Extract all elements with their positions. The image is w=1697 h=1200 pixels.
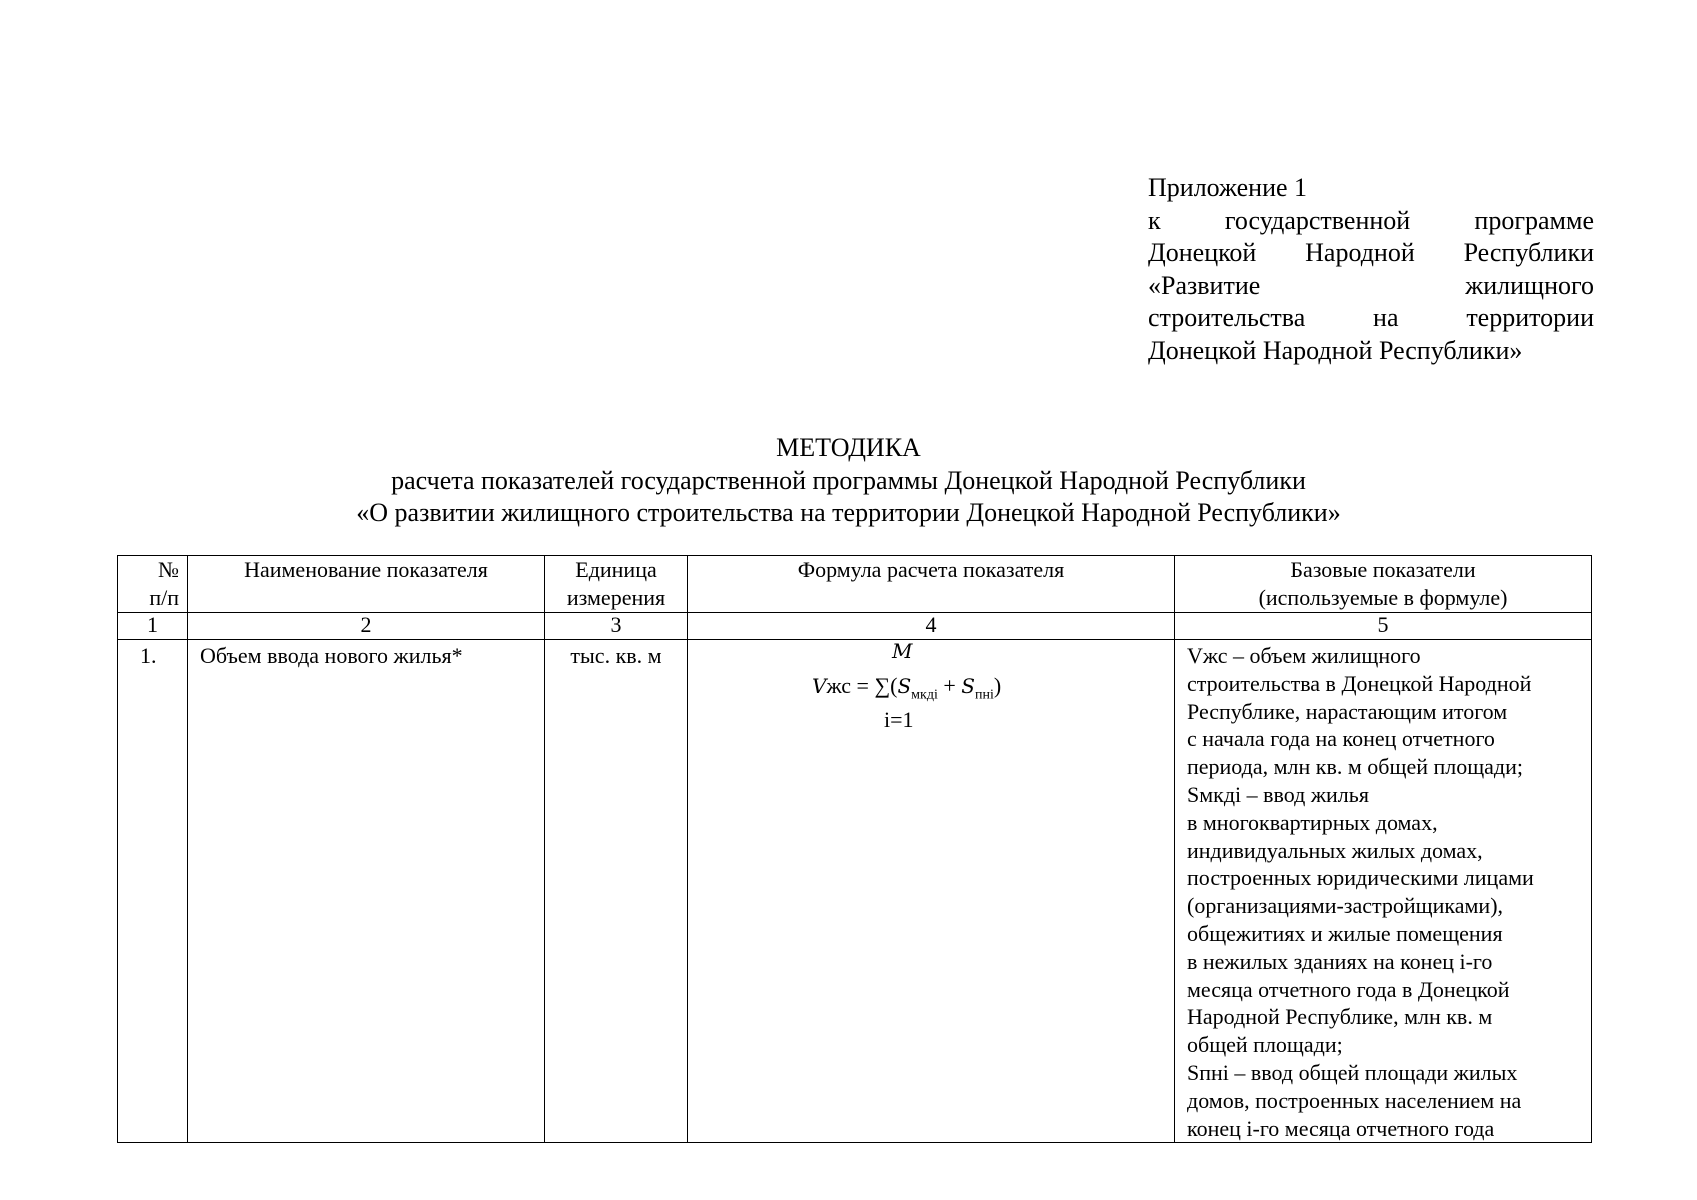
indicator-name: Объем ввода нового жилья* bbox=[188, 640, 545, 1143]
base-line: в нежилых зданиях на конец i-го bbox=[1187, 948, 1493, 974]
appendix-line: к государственной программе bbox=[1148, 205, 1594, 235]
header-name: Наименование показателя bbox=[188, 556, 545, 613]
base-line: Народной Республике, млн кв. м bbox=[1187, 1004, 1493, 1030]
document-heading bbox=[0, 432, 1697, 530]
table-header-row bbox=[118, 556, 1592, 613]
base-line: месяца отчетного года в Донецкой bbox=[1187, 976, 1510, 1002]
indicator-formula bbox=[688, 640, 1175, 1143]
column-number: 1 bbox=[118, 613, 188, 640]
row-number: 1. bbox=[118, 640, 188, 1143]
header-base-line: (используемые в формуле) bbox=[1258, 584, 1508, 610]
formula-lhs: V bbox=[812, 674, 827, 698]
document-title: МЕТОДИКА bbox=[776, 433, 921, 462]
formula-s1-sub: мкдi bbox=[911, 687, 938, 703]
header-unit-line: измерения bbox=[566, 584, 666, 610]
formula-plus: + bbox=[937, 673, 962, 698]
formula-s2: S bbox=[961, 674, 975, 698]
column-number: 5 bbox=[1175, 613, 1592, 640]
document-subtitle: «О развитии жилищного строительства на территории Донецкой Народной Республики» bbox=[356, 498, 1341, 527]
appendix-line: строительства на территории bbox=[1148, 303, 1594, 332]
base-line: индивидуальных жилых домах, bbox=[1187, 837, 1483, 863]
formula-lower-limit: i=1 bbox=[884, 707, 914, 732]
base-line: Vжс – объем жилищного bbox=[1187, 643, 1421, 668]
column-number: 4 bbox=[688, 613, 1175, 640]
base-line: строительства в Донецкой Народной bbox=[1187, 670, 1532, 696]
base-line: периода, млн кв. м общей площади; bbox=[1187, 754, 1524, 780]
header-no bbox=[118, 556, 188, 613]
column-number: 2 bbox=[188, 613, 545, 640]
formula-eq: = ∑( bbox=[851, 673, 898, 698]
appendix-line: Приложение 1 bbox=[1148, 173, 1308, 202]
base-line: построенных юридическими лицами bbox=[1187, 865, 1534, 891]
header-base bbox=[1175, 556, 1592, 613]
base-line: конец i-го месяца отчетного года bbox=[1187, 1115, 1495, 1141]
document-subtitle: расчета показателей государственной программы Донецкой Народной Республики bbox=[391, 465, 1306, 495]
base-line: с начала года на конец отчетного bbox=[1187, 726, 1495, 752]
base-line: Sмкдi – ввод жилья bbox=[1187, 781, 1369, 807]
base-line: общежитиях и жилые помещения bbox=[1187, 920, 1503, 946]
base-line: Sпнi – ввод общей площади жилых bbox=[1187, 1059, 1518, 1085]
column-number-row bbox=[118, 613, 1592, 640]
appendix-block bbox=[1148, 172, 1594, 367]
formula-expression bbox=[812, 672, 1001, 709]
header-no-line: № bbox=[158, 557, 179, 582]
indicator-table bbox=[117, 555, 1592, 1143]
header-unit-line: Единица bbox=[575, 557, 657, 582]
table-row bbox=[118, 640, 1592, 1143]
formula-upper-limit: M bbox=[892, 639, 913, 663]
column-number: 3 bbox=[545, 613, 688, 640]
formula-s2-sub: пнi bbox=[974, 687, 994, 703]
appendix-line: Донецкой Народной Республики bbox=[1148, 238, 1594, 267]
appendix-line: «Развитие жилищного bbox=[1148, 270, 1594, 300]
formula-s1: S bbox=[897, 674, 912, 698]
header-unit bbox=[545, 556, 688, 613]
formula-close: ) bbox=[993, 673, 1002, 698]
base-line: Республике, нарастающим итогом bbox=[1187, 698, 1508, 724]
base-line: в многоквартирных домах, bbox=[1187, 809, 1438, 835]
formula-block bbox=[692, 639, 1170, 742]
base-indicators bbox=[1175, 640, 1592, 1143]
base-line: (организациями-застройщиками), bbox=[1187, 893, 1504, 919]
header-no-line: п/п bbox=[149, 584, 179, 610]
base-line: домов, построенных населением на bbox=[1187, 1087, 1522, 1113]
header-base-line: Базовые показатели bbox=[1290, 557, 1476, 582]
base-line: общей площади; bbox=[1187, 1032, 1343, 1058]
header-formula: Формула расчета показателя bbox=[688, 556, 1175, 613]
indicator-unit: тыс. кв. м bbox=[545, 640, 688, 1143]
appendix-line: Донецкой Народной Республики» bbox=[1148, 335, 1523, 365]
formula-lhs-sub: жс bbox=[826, 673, 852, 698]
